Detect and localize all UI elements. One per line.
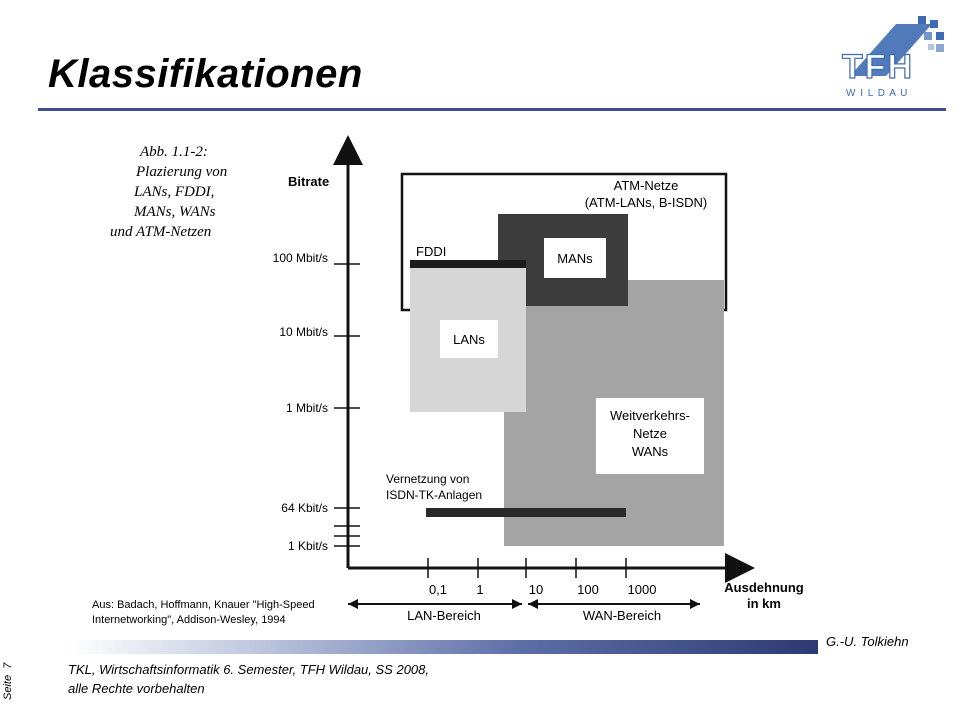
x-tick-label: 10 [528,582,544,597]
isdn-label: Vernetzung von [386,472,470,486]
x-tick-label: 1 [476,582,484,597]
x-tick-label: 0,1 [428,582,448,597]
wan-label: Weitverkehrs- [610,408,690,423]
figure-caption [110,144,227,240]
atm-label: ATM-Netze [613,178,679,193]
y-axis-label: Bitrate [288,174,330,189]
atm-sublabel: (ATM-LANs, B-ISDN) [584,195,708,210]
y-tick-label: 64 Kbit/s [281,501,328,515]
y-tick-label: 1 Mbit/s [285,401,328,415]
network-classification-diagram [90,128,850,638]
isdn-label: ISDN-TK-Anlagen [386,488,483,502]
x-axis-label: Ausdehnung [724,580,804,595]
footer-line: TKL, Wirtschaftsinformatik 6. Semester, TFH Wildau, SS 2008, [68,662,429,677]
man-label: MANs [557,251,593,266]
wan-label: Netze [633,426,667,441]
x-tick-label: 100 [577,582,599,597]
logo-letters: TFH [842,48,915,86]
x-axis-unit: in km [747,596,781,611]
y-tick-label: 1 Kbit/s [287,539,328,553]
fddi-bar [410,260,526,268]
lan-range-label: LAN-Bereich [407,608,481,623]
wan-label: WANs [631,444,669,459]
caption-line: und ATM-Netzen [110,224,212,240]
page-label: Seite [2,674,14,700]
tfh-wildau-logo [832,14,948,100]
page-value: 7 [2,662,14,669]
fddi-label: FDDI [416,244,447,259]
lan-label: LANs [453,332,485,347]
footer-line: alle Rechte vorbehalten [68,681,205,696]
wan-range-label: WAN-Bereich [582,608,662,623]
footer-gradient-bar [68,640,818,654]
footer-text [68,660,429,698]
caption-line: LANs, FDDI, [134,184,215,200]
figure-source: Internetworking", Addison-Wesley, 1994 [92,614,286,626]
caption-line: MANs, WANs [134,204,216,220]
page-number [2,663,14,700]
slide-title: Klassifikationen [48,52,363,96]
figure-source: Aus: Badach, Hoffmann, Knauer "High-Speed [92,599,315,611]
author-name: G.-U. Tolkiehn [826,634,909,649]
caption-line: Abb. 1.1-2: [140,144,208,160]
y-tick-label: 10 Mbit/s [279,325,328,339]
y-tick-label: 100 Mbit/s [272,251,328,265]
isdn-bar [426,508,626,517]
logo-subtitle: W I L D A U [846,88,909,99]
caption-line: Plazierung von [136,164,228,180]
x-tick-label: 1000 [627,582,657,597]
title-divider [38,108,946,111]
